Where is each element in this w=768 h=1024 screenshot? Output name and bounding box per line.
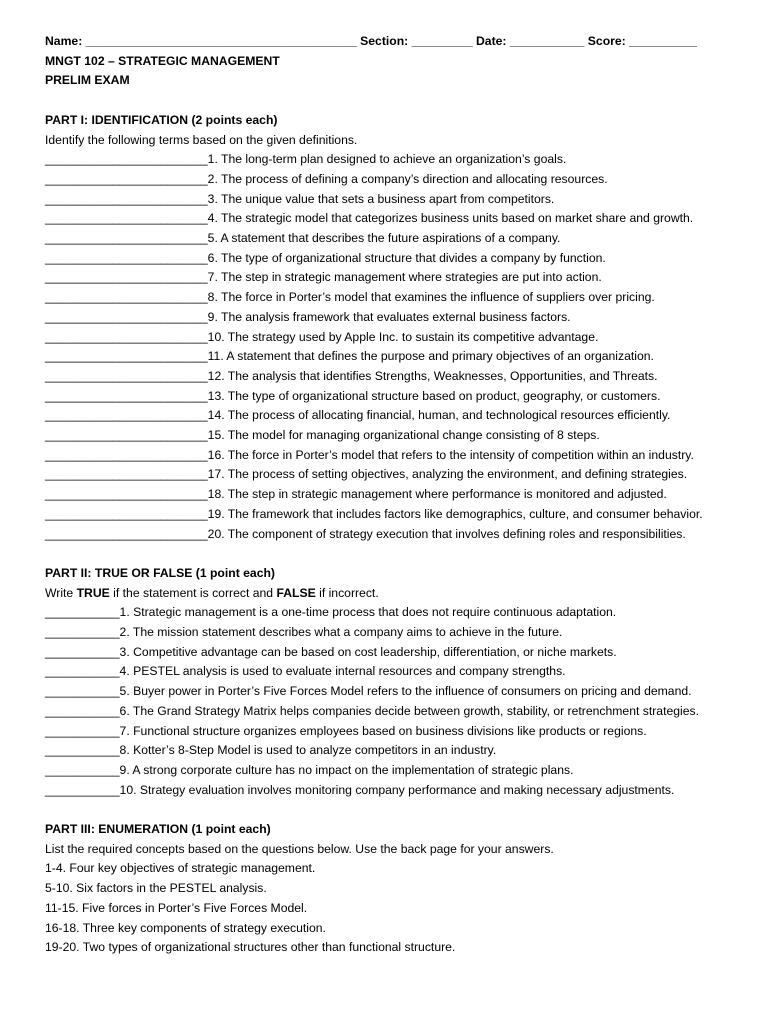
part1-item: ________________________11. A statement that defines the purpose and primary objectives of an organization. — [45, 349, 654, 364]
part2-item: ___________3. Competitive advantage can be based on cost leadership, differentiation, or niche markets. — [45, 644, 617, 659]
true-keyword: TRUE — [76, 585, 110, 600]
part1-item: ________________________16. The force in Porter’s model that refers to the intensity of competition within an industry. — [45, 447, 694, 462]
part2-item: ___________4. PESTEL analysis is used to evaluate internal resources and company strengths. — [45, 664, 566, 679]
part2-instr-pre: Write — [45, 585, 77, 600]
part1-item: ________________________5. A statement that describes the future aspirations of a company. — [45, 231, 561, 246]
part2-item: ___________1. Strategic management is a one-time process that does not require continuous adaptation. — [45, 605, 617, 620]
spacer — [45, 544, 735, 564]
part2-instr-mid: if the statement is correct and — [109, 585, 277, 600]
part3-instructions: List the required concepts based on the questions below. Use the back page for your answers. — [45, 841, 554, 856]
part2-item: ___________8. Kotter’s 8-Step Model is used to analyze competitors in an industry. — [45, 743, 497, 758]
part1-item: ________________________15. The model for managing organizational change consisting of 8 steps. — [45, 428, 600, 443]
part1-item: ________________________4. The strategic model that categorizes business units based on market share and growth. — [45, 211, 694, 226]
spacer — [45, 800, 735, 820]
course-title: MNGT 102 – STRATEGIC MANAGEMENT — [45, 53, 280, 68]
part2-instructions — [45, 584, 735, 604]
part3-item: 1-4. Four key objectives of strategic management. — [45, 861, 316, 876]
part1-item: ________________________13. The type of organizational structure based on product, geography, or customers. — [45, 388, 661, 403]
part1-item: ________________________6. The type of organizational structure that divides a company by function. — [45, 250, 606, 265]
part1-item: ________________________19. The framework that includes factors like demographics, culture, and consumer behavior. — [45, 506, 703, 521]
part3-item: 16-18. Three key components of strategy execution. — [45, 920, 326, 935]
part1-item: ________________________20. The component of strategy execution that involves defining roles and responsibilities. — [45, 526, 686, 541]
part1-item: ________________________8. The force in Porter’s model that examines the influence of suppliers over pricing. — [45, 290, 655, 305]
name-section-date-score-line: Name: ________________________________________ Section: _________ Date: ___________ Score: __________ — [45, 34, 697, 48]
part2-item: ___________9. A strong corporate culture has no impact on the implementation of strategic plans. — [45, 762, 574, 777]
part3-title: PART III: ENUMERATION (1 point each) — [45, 822, 271, 837]
false-keyword: FALSE — [276, 585, 316, 600]
part1-item: ________________________2. The process of defining a company’s direction and allocating resources. — [45, 171, 608, 186]
exam-title: PRELIM EXAM — [45, 73, 130, 88]
part1-item: ________________________9. The analysis framework that evaluates external business factors. — [45, 309, 571, 324]
exam-page — [45, 32, 735, 958]
part2-item: ___________10. Strategy evaluation involves monitoring company performance and making necessary adjustments. — [45, 782, 675, 797]
part1-item: ________________________18. The step in strategic management where performance is monitored and adjusted. — [45, 487, 667, 502]
part3-item: 11-15. Five forces in Porter’s Five Forces Model. — [45, 900, 308, 915]
part1-item: ________________________1. The long-term plan designed to achieve an organization’s goals. — [45, 152, 567, 167]
part1-list — [45, 150, 735, 544]
part1-item: ________________________12. The analysis that identifies Strengths, Weaknesses, Opportunities, and Threats. — [45, 368, 658, 383]
part2-item: ___________7. Functional structure organizes employees based on business divisions like products or regions. — [45, 723, 647, 738]
part2-item: ___________5. Buyer power in Porter’s Five Forces Model refers to the influence of consumers on pricing and demand. — [45, 684, 692, 699]
part1-item: ________________________14. The process of allocating financial, human, and technological resources efficiently. — [45, 408, 671, 423]
part1-instructions: Identify the following terms based on the given definitions. — [45, 132, 358, 147]
part1-item: ________________________7. The step in strategic management where strategies are put into action. — [45, 270, 602, 285]
spacer — [45, 91, 735, 111]
part2-list — [45, 603, 735, 800]
part2-item: ___________6. The Grand Strategy Matrix helps companies decide between growth, stability, or retrenchment strategies. — [45, 703, 699, 718]
part2-item: ___________2. The mission statement describes what a company aims to achieve in the future. — [45, 625, 563, 640]
part3-item: 5-10. Six factors in the PESTEL analysis. — [45, 881, 267, 896]
part3-item: 19-20. Two types of organizational structures other than functional structure. — [45, 940, 456, 955]
part1-item: ________________________17. The process of setting objectives, analyzing the environment, and defining strategies. — [45, 467, 688, 482]
part2-instr-post: if incorrect. — [315, 585, 379, 600]
part3-list — [45, 859, 735, 958]
part2-title: PART II: TRUE OR FALSE (1 point each) — [45, 565, 275, 580]
part1-title: PART I: IDENTIFICATION (2 points each) — [45, 112, 278, 127]
part1-item: ________________________3. The unique value that sets a business apart from competitors. — [45, 191, 555, 206]
part1-item: ________________________10. The strategy used by Apple Inc. to sustain its competitive advantage. — [45, 329, 599, 344]
